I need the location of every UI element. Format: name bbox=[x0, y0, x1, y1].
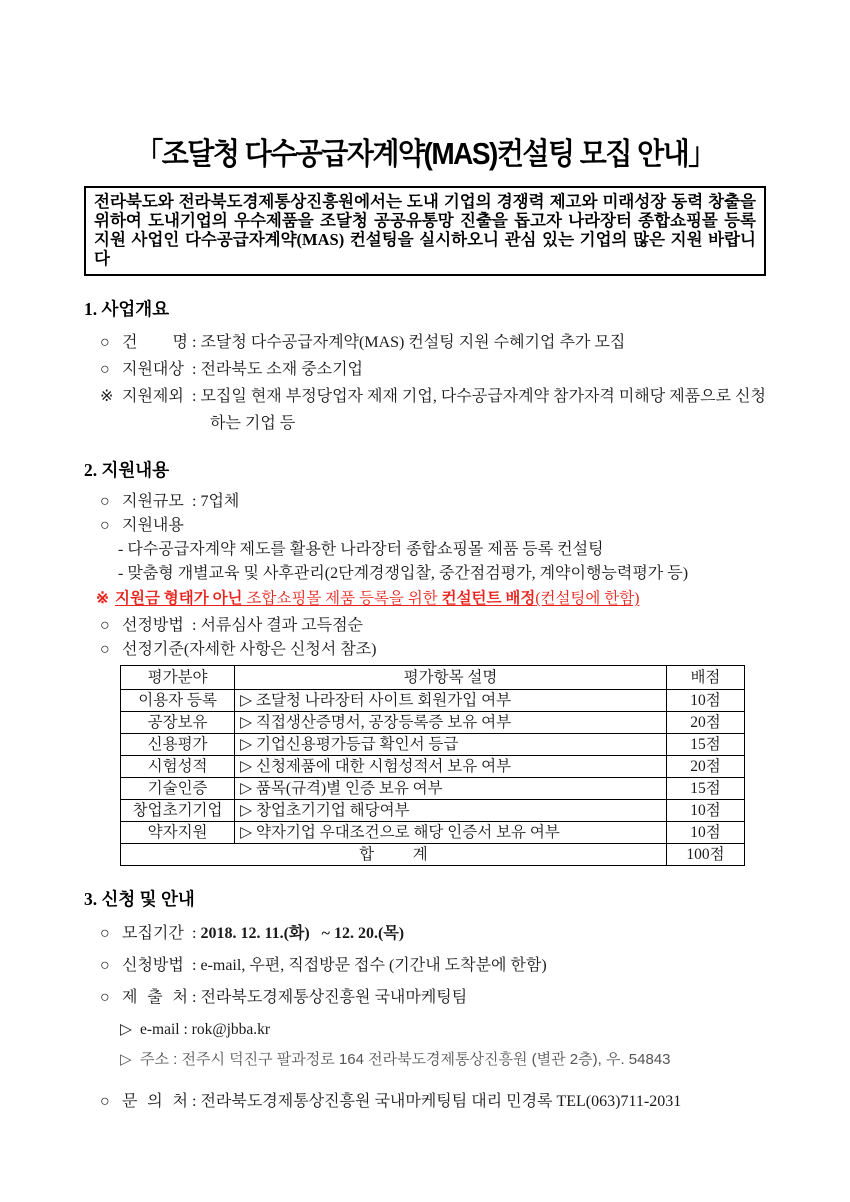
address-text: 전주시 덕진구 팔과정로 164 전라북도경제통상진흥원 (별관 2층), 우. 54843 bbox=[181, 1051, 671, 1068]
item-text: 7업체 bbox=[200, 493, 240, 510]
item-label: 신청방법 bbox=[122, 957, 184, 974]
item-label: 선정방법 bbox=[122, 617, 184, 634]
section3-heading: 3. 신청 및 안내 bbox=[84, 889, 195, 909]
circle-marker: ○ bbox=[100, 617, 110, 634]
page-title: 「조달청 다수공급자계약(MAS)컨설팅 모집 안내」 bbox=[135, 136, 715, 171]
circle-marker: ○ bbox=[100, 641, 110, 658]
item-text: 전라북도 소재 중소기업 bbox=[200, 361, 364, 378]
item-text: 서류심사 결과 고득점순 bbox=[200, 617, 364, 634]
item-label: 제 출 처 bbox=[122, 989, 188, 1006]
cell-category: 창업초기기업 bbox=[121, 800, 235, 822]
cell-category: 이용자 등록 bbox=[121, 690, 235, 712]
item-colon: : bbox=[188, 925, 201, 942]
email-address: rok@jbba.kr bbox=[191, 1021, 271, 1038]
table-row bbox=[121, 690, 745, 712]
item-colon: : bbox=[188, 957, 201, 974]
header-description: 평가항목 설명 bbox=[235, 666, 667, 690]
red-note-bold-1: 지원금 형태가 아닌 bbox=[115, 590, 243, 607]
section-application-guide bbox=[84, 886, 766, 1117]
cell-description: ▷ 창업초기기업 해당여부 bbox=[235, 800, 667, 822]
list-item-selection-criteria bbox=[100, 638, 766, 662]
header-category: 평가분야 bbox=[121, 666, 235, 690]
list-item-support-exclusion bbox=[100, 383, 766, 437]
section2-heading: 2. 지원내용 bbox=[84, 460, 170, 480]
circle-marker: ○ bbox=[100, 925, 110, 942]
cell-points: 10점 bbox=[666, 822, 744, 844]
circle-marker: ○ bbox=[100, 1093, 110, 1110]
item-colon: : bbox=[179, 1021, 192, 1038]
cell-points: 10점 bbox=[666, 800, 744, 822]
item-colon: : bbox=[168, 1051, 182, 1068]
item-colon: : bbox=[188, 361, 201, 378]
red-note bbox=[96, 588, 766, 610]
table-total-row bbox=[121, 844, 745, 866]
list-item-recruitment-period bbox=[100, 919, 766, 949]
item-label: 모집기간 bbox=[122, 925, 184, 942]
table-row bbox=[121, 822, 745, 844]
address-label: 주소 bbox=[140, 1051, 169, 1068]
cell-description: ▷ 품목(규격)별 인증 보유 여부 bbox=[235, 778, 667, 800]
list-item-contact bbox=[100, 1087, 766, 1117]
item-text: 선정기준(자세한 사항은 신청서 참조) bbox=[122, 641, 377, 658]
item-text: 전라북도경제통상진흥원 국내마케팅팀 bbox=[200, 989, 468, 1006]
header-points: 배점 bbox=[666, 666, 744, 690]
item-label: 지원규모 bbox=[122, 493, 184, 510]
circle-marker: ○ bbox=[100, 334, 110, 351]
item-label: 문 의 처 bbox=[122, 1093, 188, 1110]
cell-points: 20점 bbox=[666, 712, 744, 734]
cell-points: 15점 bbox=[666, 778, 744, 800]
list-item-support-content bbox=[100, 514, 766, 538]
table-header-row bbox=[121, 666, 745, 690]
section1-heading: 1. 사업개요 bbox=[84, 299, 170, 319]
section-support-details bbox=[84, 457, 766, 866]
evaluation-criteria-table bbox=[120, 665, 745, 866]
section-business-overview bbox=[84, 296, 766, 437]
reference-marker: ※ bbox=[96, 590, 109, 607]
cell-points: 20점 bbox=[666, 756, 744, 778]
sub-item-address bbox=[120, 1045, 766, 1075]
table-row bbox=[121, 756, 745, 778]
list-item-project-name bbox=[100, 329, 766, 356]
cell-total-points: 100점 bbox=[666, 844, 744, 866]
cell-points: 10점 bbox=[666, 690, 744, 712]
dash-item-consulting bbox=[118, 538, 766, 562]
intro-text: 전라북도와 전라북도경제통상진흥원에서는 도내 기업의 경쟁력 제고와 미래성장 동력 창출을 위하여 도내기업의 우수제품을 조달청 공공유통망 진출을 돕고자 나라장터 종합쇼핑몰 등록 지원 사업인 다수공급자계약(MAS) 컨설팅을 실시하오니 관심 있는 기업의 많은 지원 바랍니다 bbox=[94, 192, 756, 268]
cell-description: ▷ 조달청 나라장터 사이트 회원가입 여부 bbox=[235, 690, 667, 712]
cell-category: 기술인증 bbox=[121, 778, 235, 800]
reference-marker: ※ bbox=[100, 388, 114, 405]
list-item-submission-place bbox=[100, 983, 766, 1013]
dash-marker: - bbox=[118, 541, 124, 558]
cell-category: 약자지원 bbox=[121, 822, 235, 844]
circle-marker: ○ bbox=[100, 957, 110, 974]
item-text: 모집일 현재 부정당업자 제재 기업, 다수공급자계약 참가자격 미해당 제품으로 신청하는 기업 등 bbox=[200, 388, 766, 432]
cell-description: ▷ 약자기업 우대조건으로 해당 인증서 보유 여부 bbox=[235, 822, 667, 844]
red-note-normal-1: 조합쇼핑몰 제품 등록을 위한 bbox=[242, 590, 442, 607]
cell-total-label: 합 계 bbox=[121, 844, 667, 866]
item-label: 지원내용 bbox=[122, 517, 184, 534]
cell-category: 신용평가 bbox=[121, 734, 235, 756]
circle-marker: ○ bbox=[100, 517, 110, 534]
cell-category: 시험성적 bbox=[121, 756, 235, 778]
cell-description: ▷ 직접생산증명서, 공장등록증 보유 여부 bbox=[235, 712, 667, 734]
cell-description: ▷ 신청제품에 대한 시험성적서 보유 여부 bbox=[235, 756, 667, 778]
item-colon: : bbox=[188, 617, 201, 634]
list-item-support-scale bbox=[100, 490, 766, 514]
item-label: 지원대상 bbox=[122, 361, 184, 378]
item-colon: : bbox=[188, 493, 201, 510]
table-row bbox=[121, 778, 745, 800]
item-text: e-mail, 우편, 직접방문 접수 (기간내 도착분에 한함) bbox=[200, 957, 547, 974]
list-item-support-target bbox=[100, 356, 766, 383]
circle-marker: ○ bbox=[100, 989, 110, 1006]
cell-description: ▷ 기업신용평가등급 확인서 등급 bbox=[235, 734, 667, 756]
email-label: e-mail bbox=[140, 1021, 180, 1038]
dash-item-education bbox=[118, 562, 766, 586]
item-colon: : bbox=[188, 388, 201, 405]
item-text: 다수공급자계약 제도를 활용한 나라장터 종합쇼핑몰 제품 등록 컨설팅 bbox=[127, 541, 604, 558]
list-item-selection-method bbox=[100, 614, 766, 638]
cell-points: 15점 bbox=[666, 734, 744, 756]
item-label: 건 명 bbox=[122, 334, 188, 351]
item-colon: : bbox=[188, 334, 201, 351]
circle-marker: ○ bbox=[100, 361, 110, 378]
red-note-bold-2: 컨설턴트 배정 bbox=[441, 590, 536, 607]
dash-marker: - bbox=[118, 565, 124, 582]
cell-category: 공장보유 bbox=[121, 712, 235, 734]
red-note-normal-2: (컨설팅에 한함) bbox=[535, 590, 640, 607]
table-row bbox=[121, 800, 745, 822]
table-row bbox=[121, 734, 745, 756]
item-text: 조달청 다수공급자계약(MAS) 컨설팅 지원 수혜기업 추가 모집 bbox=[200, 334, 626, 351]
circle-marker: ○ bbox=[100, 493, 110, 510]
item-label: 지원제외 bbox=[122, 388, 184, 405]
list-item-application-method bbox=[100, 951, 766, 981]
recruitment-period-dates: 2018. 12. 11.(화) ~ 12. 20.(목) bbox=[200, 925, 405, 942]
triangle-marker: ▷ bbox=[120, 1021, 132, 1038]
item-colon: : bbox=[188, 989, 201, 1006]
sub-item-email bbox=[120, 1015, 766, 1045]
contact-text: 전라북도경제통상진흥원 국내마케팅팀 대리 민경록 TEL(063)711-2031 bbox=[200, 1093, 682, 1110]
item-text: 맞춤형 개별교육 및 사후관리(2단계경쟁입찰, 중간점검평가, 계약이행능력평가 등) bbox=[127, 565, 689, 582]
intro-box bbox=[84, 186, 766, 276]
item-colon: : bbox=[188, 1093, 201, 1110]
triangle-marker: ▷ bbox=[120, 1051, 132, 1068]
table-row bbox=[121, 712, 745, 734]
